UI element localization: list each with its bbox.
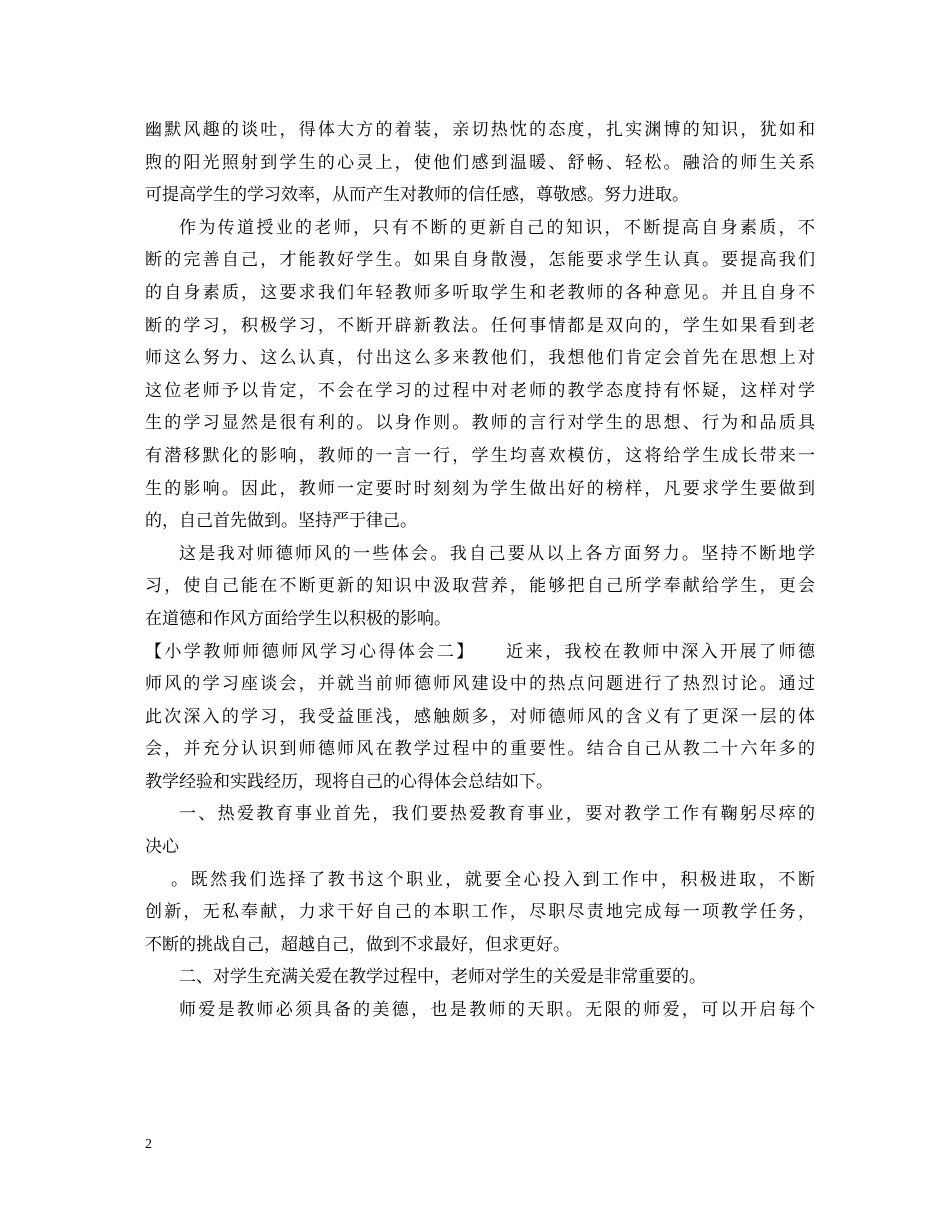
text-line: 师爱是教师必须具备的美德，也是教师的天职。无限的师爱，可以开启每个 [179,1000,815,1021]
text-line: 这位老师予以肯定，不会在学习的过程中对老师的教学态度持有怀疑，这样对学 [145,380,815,401]
text-line: 会，并充分认识到师德师风在教学过程中的重要性。结合自己从教二十六年多的 [145,739,815,760]
text-line: 师这么努力、这么认真，付出这么多来教他们，我想他们肯定会首先在思想上对 [145,348,815,369]
text-line: 有潜移默化的影响，教师的一言一行，学生均喜欢模仿，这将给学生成长带来一 [145,445,815,466]
text-line: 的，自己首先做到。坚持严于律己。 [145,511,417,532]
section-heading-line: 【小学教师师德师风学习心得体会二】 近来，我校在教师中深入开展了师德 [145,641,815,662]
text-line: 可提高学生的学习效率，从而产生对教师的信任感，尊敬感。努力进取。 [145,185,689,206]
text-line: 一、热爱教育事业首先，我们要热爱教育事业，要对教学工作有鞠躬尽瘁的 [179,804,815,825]
text-line: 生的学习显然是很有利的。以身作则。教师的言行对学生的思想、行为和品质具 [145,413,815,434]
text-line: 断的完善自己，才能教好学生。如果自身散漫，怎能要求学生认真。要提高我们 [145,250,815,271]
text-line: 这是我对师德师风的一些体会。我自己要从以上各方面努力。坚持不断地学 [179,543,815,564]
text-line: 创新，无私奉献，力求干好自己的本职工作，尽职尽责地完成每一项教学任务， [145,902,815,923]
text-line: 决心 [145,837,179,858]
text-line: 煦的阳光照射到学生的心灵上，使他们感到温暖、舒畅、轻松。融洽的师生关系 [145,152,815,173]
document-body [145,114,815,1027]
text-line: 。既然我们选择了教书这个职业，就要全心投入到工作中，积极进取，不断 [171,869,815,890]
text-line: 断的学习，积极学习，不断开辟新教法。任何事情都是双向的，学生如果看到老 [145,315,815,336]
text-line: 生的影响。因此，教师一定要时时刻刻为学生做出好的榜样，凡要求学生要做到 [145,478,815,499]
text-line: 作为传道授业的老师，只有不断的更新自己的知识，不断提高自身素质，不 [179,217,815,238]
text-line: 在道德和作风方面给学生以积极的影响。 [145,608,451,629]
text-line: 师风的学习座谈会，并就当前师德师风建设中的热点问题进行了热烈讨论。通过 [145,674,815,695]
text-line: 习，使自己能在不断更新的知识中汲取营养，能够把自己所学奉献给学生，更会 [145,576,815,597]
text-line: 二、对学生充满关爱在教学过程中，老师对学生的关爱是非常重要的。 [179,967,706,988]
text-line: 幽默风趣的谈吐，得体大方的着装，亲切热忱的态度，扎实渊博的知识，犹如和 [145,120,815,140]
text-line: 不断的挑战自己，超越自己，做到不求最好，但求更好。 [145,934,570,955]
text-line: 的自身素质，这要求我们年轻教师多听取学生和老教师的各种意见。并且自身不 [145,282,815,303]
text-line: 教学经验和实践经历，现将自己的心得体会总结如下。 [145,771,553,792]
text-line: 此次深入的学习，我受益匪浅，感触颇多，对师德师风的含义有了更深一层的体 [145,706,815,727]
page-number: 2 [145,1137,152,1152]
